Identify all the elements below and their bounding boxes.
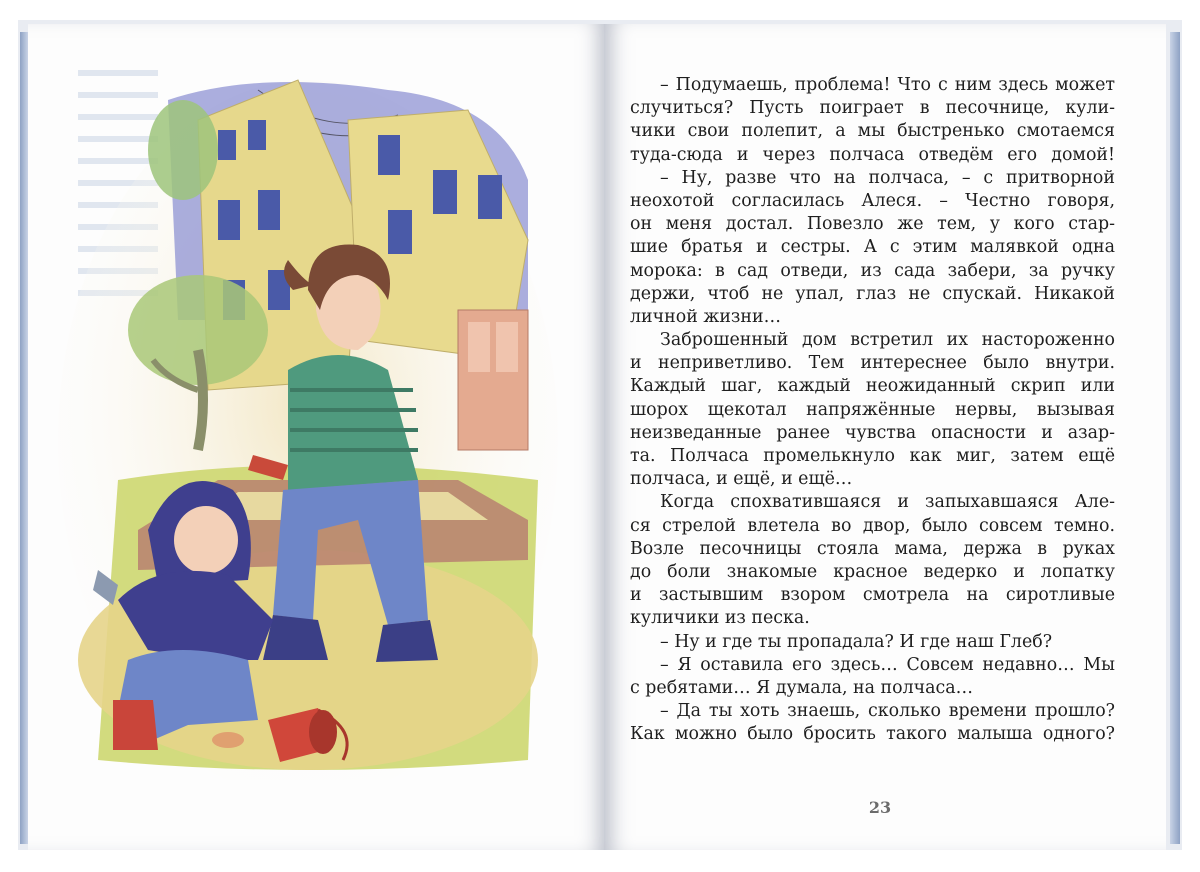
text-line: шие братья и сестры. А с этим малявкой одна (630, 237, 1115, 258)
text-line: случиться? Пусть поиграет в песочнице, кули- (630, 98, 1115, 119)
text-line: и застывшим взором смотрела на сиротливые (630, 585, 1115, 606)
page-number: 23 (868, 798, 892, 817)
text-line: до боли знакомые красное ведерко и лопатку (630, 561, 1115, 582)
text-line: морока: в сад отведи, из сада забери, за ручку (630, 260, 1115, 281)
door-panel (468, 322, 490, 372)
text-line: он меня достал. Повезло же тем, у кого стар- (630, 214, 1115, 235)
door-panel (496, 322, 518, 372)
text-line: Как можно было бросить такого малыша одного? (630, 724, 1115, 745)
text-line: туда-сюда и через полчаса отведём его домой! (630, 144, 1115, 165)
text-line: – Да ты хоть знаешь, сколько времени прошло? (660, 701, 1115, 722)
text-line: чики свои полепит, а мы быстренько смотаемся (630, 121, 1115, 142)
text-line: неизведанные ранее чувства опасности и азар- (630, 422, 1115, 443)
text-line: куличики из песка. (630, 608, 810, 629)
illustration-girl-and-boy-sandbox-icon (58, 60, 558, 780)
text-line: – Ну и где ты пропадала? И где наш Глеб? (660, 631, 1053, 652)
text-line: держи, чтоб не упал, глаз не спускай. Никакой (630, 283, 1115, 304)
story-text (630, 74, 1115, 746)
text-line: шорох щекотал напряжённые нервы, вызывая (630, 399, 1115, 420)
text-line: – Ну, разве что на полчаса, – с притворной (660, 167, 1115, 188)
text-line: Когда спохватившаяся и запыхавшаяся Але- (660, 492, 1115, 513)
page-edge-right (1170, 32, 1180, 844)
text-line: Возле песочницы стояла мама, держа в руках (630, 538, 1115, 559)
text-line: и неприветливо. Тем интереснее было внутри. (630, 353, 1115, 374)
text-line: – Я оставила его здесь… Совсем недавно… Мы (660, 654, 1115, 675)
text-line: неохотой согласилась Алеся. – Честно говоря, (630, 190, 1115, 211)
text-line: личной жизни… (630, 306, 781, 327)
tree-top (148, 100, 218, 200)
text-line: с ребятами… Я думала, на полчаса… (630, 677, 973, 698)
text-line: ся стрелой влетела во двор, было совсем темно. (630, 515, 1115, 536)
text-line: – Подумаешь, проблема! Что с ним здесь может (660, 75, 1115, 95)
sand-cake (212, 732, 244, 748)
text-line: та. Полчаса промелькнуло как миг, затем ещё (630, 446, 1115, 466)
text-line: Заброшенный дом встретил их настороженно (660, 330, 1115, 351)
text-line: полчаса, и ещё, и ещё… (630, 469, 853, 490)
tree-trunk (198, 350, 203, 450)
page-edge-left (20, 32, 28, 844)
text-line: Каждый шаг, каждый неожиданный скрип или (630, 376, 1115, 397)
